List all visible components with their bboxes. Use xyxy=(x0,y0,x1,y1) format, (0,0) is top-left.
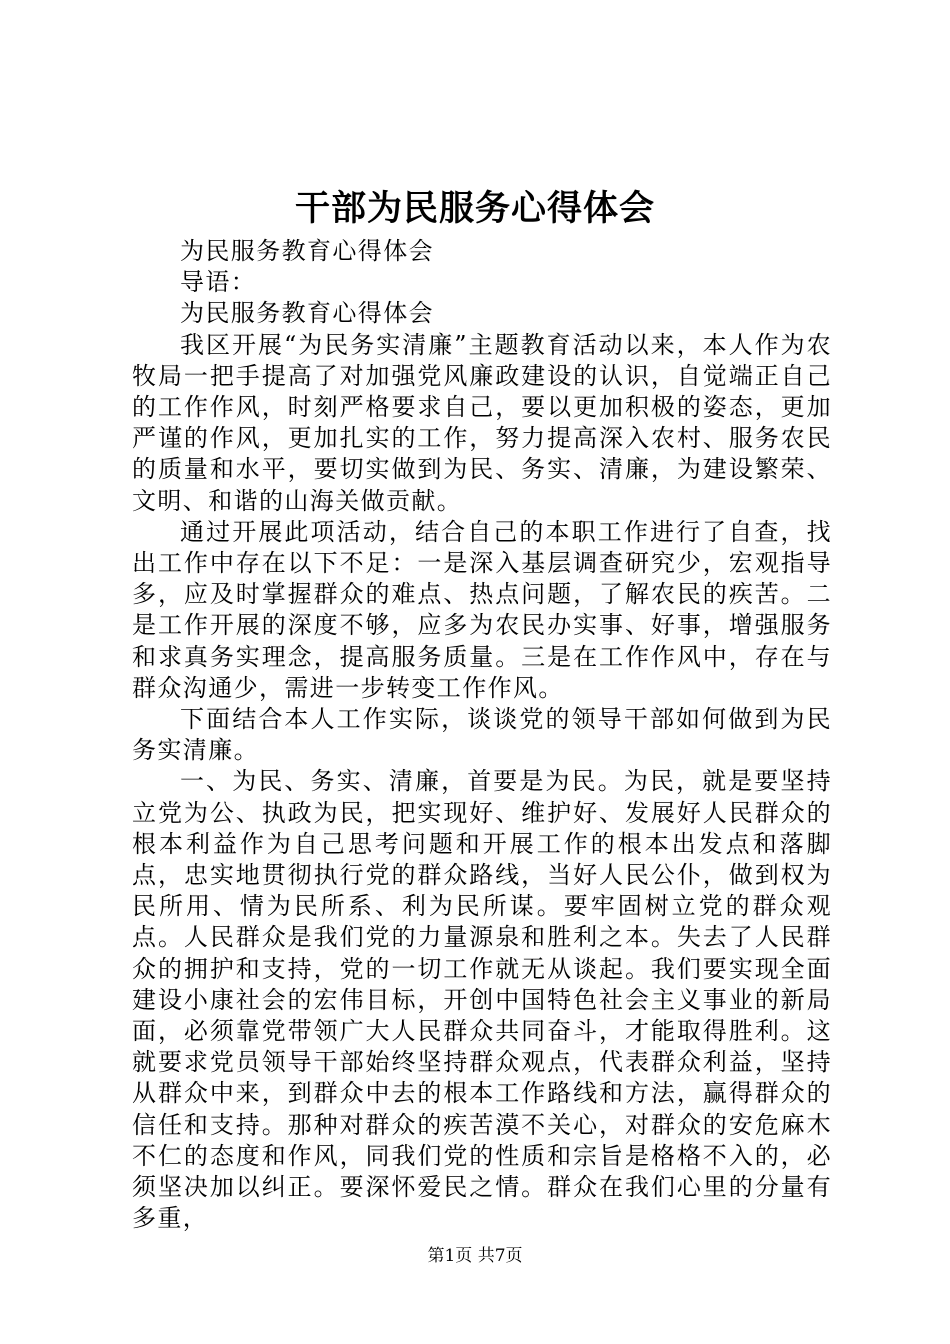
paragraph-intro-label: 导语： xyxy=(180,268,257,297)
paragraph-body: 通过开展此项活动，结合自己的本职工作进行了自查，找出工作中存在以下不足：一是深入基层调查研究少，宏观指导多，应及时掌握群众的难点、热点问题，了解农民的疾苦。二是工作开展的深度不够，应多为农民办实事、好事，增强服务和求真务实理念，提高服务质量。三是在工作作风中，存在与群众沟通少，需进一步转变工作作风。 xyxy=(132,517,832,702)
page-number-footer: 第1页 共7页 xyxy=(427,1246,523,1266)
document-body xyxy=(132,236,832,1235)
paragraph-body: 下面结合本人工作实际，谈谈党的领导干部如何做到为民务实清廉。 xyxy=(132,705,832,765)
document-title: 干部为民服务心得体会 xyxy=(294,188,655,229)
paragraph-body: 我区开展“为民务实清廉”主题教育活动以来，本人作为农牧局一把手提高了对加强党风廉政建设的认识，自觉端正自己的工作作风，时刻严格要求自己，要以更加积极的姿态，更加严谨的作风，更加扎实的工作，努力提高深入农村、服务农民的质量和水平，要切实做到为民、务实、清廉，为建设繁荣、文明、和谐的山海关做贡献。 xyxy=(132,330,832,515)
paragraph-body: 一、为民、务实、清廉，首要是为民。为民，就是要坚持立党为公、执政为民，把实现好、维护好、发展好人民群众的根本利益作为自己思考问题和开展工作的根本出发点和落脚点，忠实地贯彻执行党的群众路线，当好人民公仆，做到权为民所用、情为民所系、利为民所谋。要牢固树立党的群众观点。人民群众是我们党的力量源泉和胜利之本。失去了人民群众的拥护和支持，党的一切工作就无从谈起。我们要实现全面建设小康社会的宏伟目标，开创中国特色社会主义事业的新局面，必须靠党带领广大人民群众共同奋斗，才能取得胜利。这就要求党员领导干部始终坚持群众观点，代表群众利益，坚持从群众中来，到群众中去的根本工作路线和方法，赢得群众的信任和支持。那种对群众的疾苦漠不关心，对群众的安危麻木不仁的态度和作风，同我们党的性质和宗旨是格格不入的，必须坚决加以纠正。要深怀爱民之情。群众在我们心里的分量有多重， xyxy=(132,767,832,1233)
paragraph-subtitle-repeat: 为民服务教育心得体会 xyxy=(180,299,434,328)
paragraph-subtitle: 为民服务教育心得体会 xyxy=(180,237,434,265)
